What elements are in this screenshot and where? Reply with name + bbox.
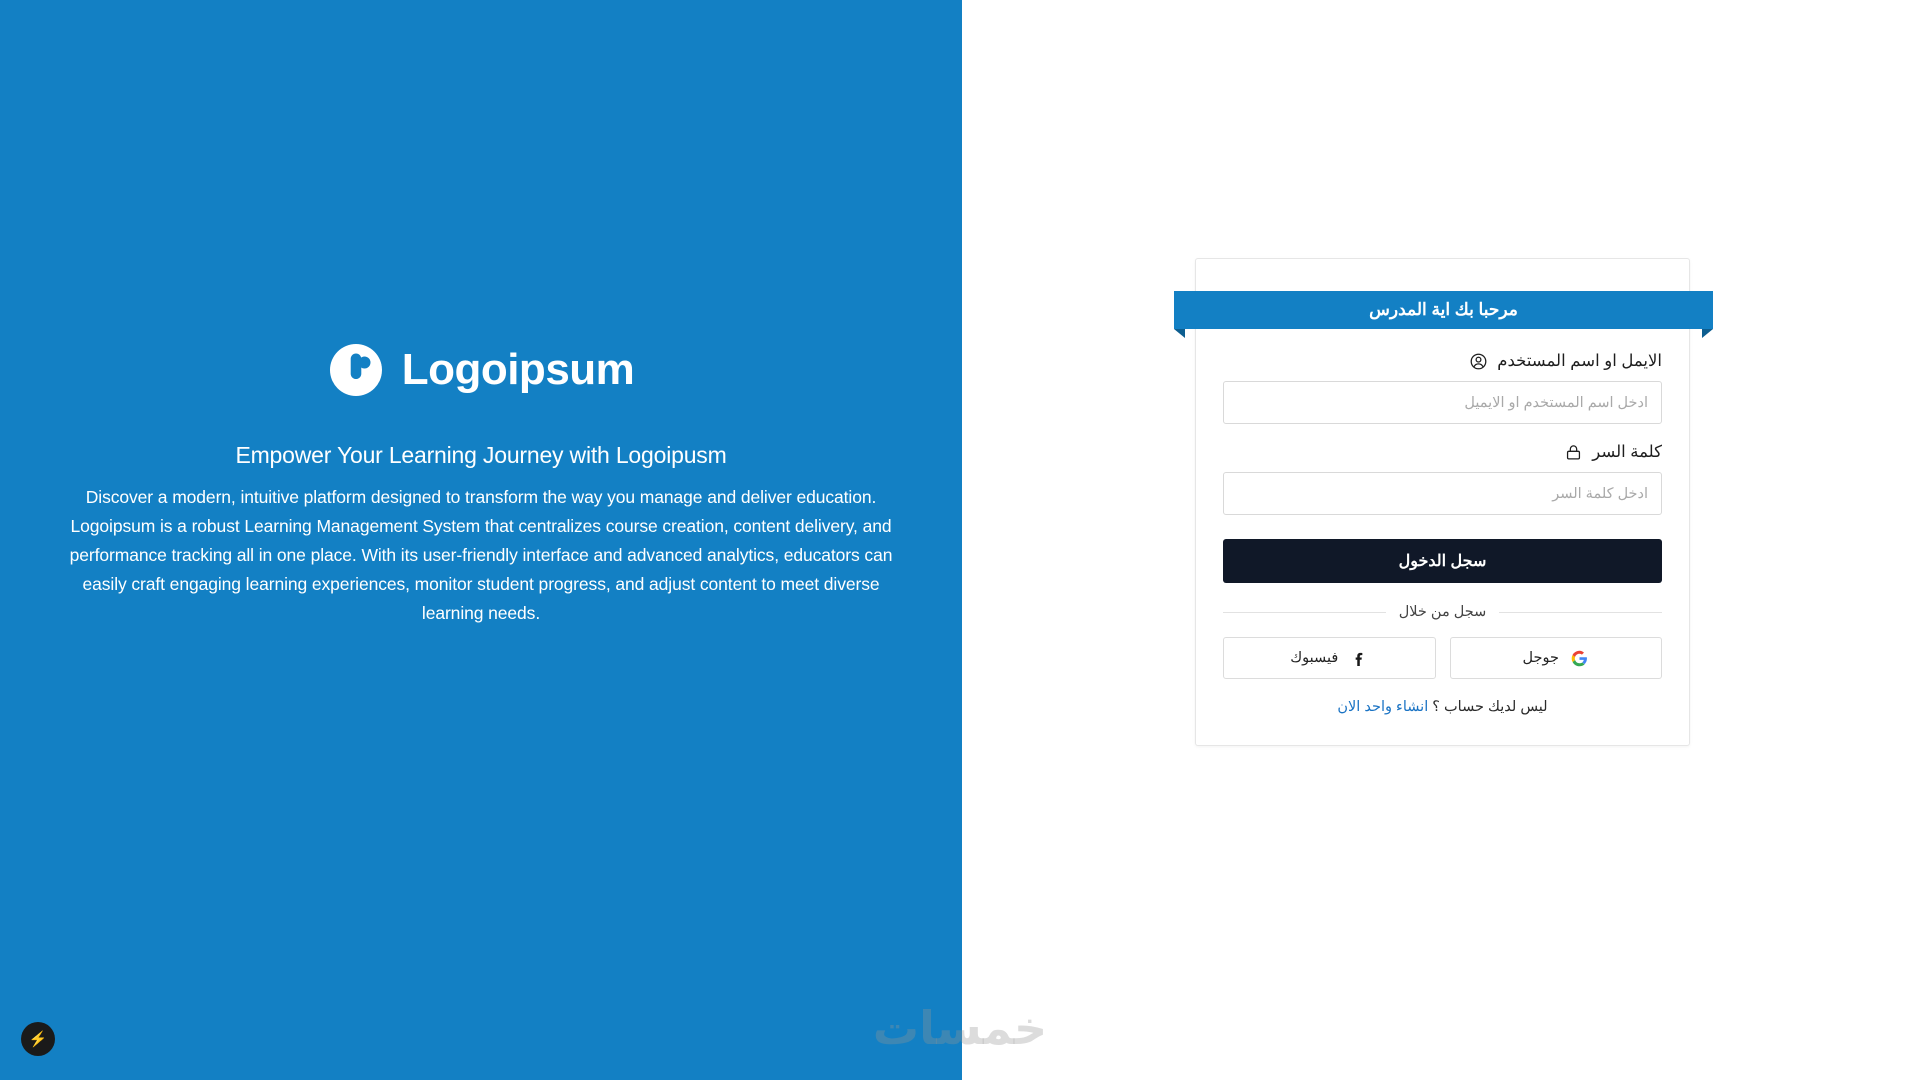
username-label: الايمل او اسم المستخدم [1497,352,1662,370]
lightning-bolt-icon[interactable]: ⚡ [21,1022,55,1056]
facebook-icon [1350,649,1368,667]
logo-wordmark: Logoipsum [401,345,635,394]
facebook-login-label: فيسبوك [1290,650,1339,666]
social-login-row [1223,637,1662,679]
username-field-block [1223,351,1662,424]
login-submit-button[interactable]: سجل الدخول [1223,539,1662,583]
password-label: كلمة السر [1592,443,1662,461]
password-input[interactable] [1223,472,1662,515]
brand-content [66,342,896,628]
logo [66,342,896,398]
facebook-login-button[interactable] [1223,637,1436,679]
signup-prompt-row [1223,699,1662,715]
watermark: خمسات [872,1001,1048,1055]
brand-headline: Empower Your Learning Journey with Logoipusm [235,442,727,468]
google-login-label: جوجل [1522,650,1559,666]
signup-prompt-text: ليس لديك حساب ؟ [1432,699,1548,715]
username-input[interactable] [1223,381,1662,424]
social-divider [1223,603,1662,621]
divider-label: سجل من خلال [1386,604,1500,620]
login-card [1195,258,1690,746]
user-circle-icon [1468,351,1488,371]
username-label-row [1223,351,1662,371]
password-label-row [1223,442,1662,462]
google-icon [1571,649,1589,667]
logoipsum-logo-icon [328,342,384,398]
login-card-header: مرحبا بك اية المدرس [1174,291,1713,329]
brand-description: Discover a modern, intuitive platform designed to transform the way you manage and deliver education. Logoipsum is a robust Learning Management System that centralizes course creation, content delivery, and performance tracking all in one place. With its user-friendly interface and advanced analytics, educators can easily craft engaging learning experiences, monitor student progress, and adjust content to meet diverse learning needs. [69,487,893,623]
lock-icon [1563,442,1583,462]
password-field-block [1223,442,1662,515]
signup-link[interactable]: انشاء واحد الان [1337,699,1429,715]
form-panel [962,0,1920,1080]
google-login-button[interactable] [1450,637,1663,679]
